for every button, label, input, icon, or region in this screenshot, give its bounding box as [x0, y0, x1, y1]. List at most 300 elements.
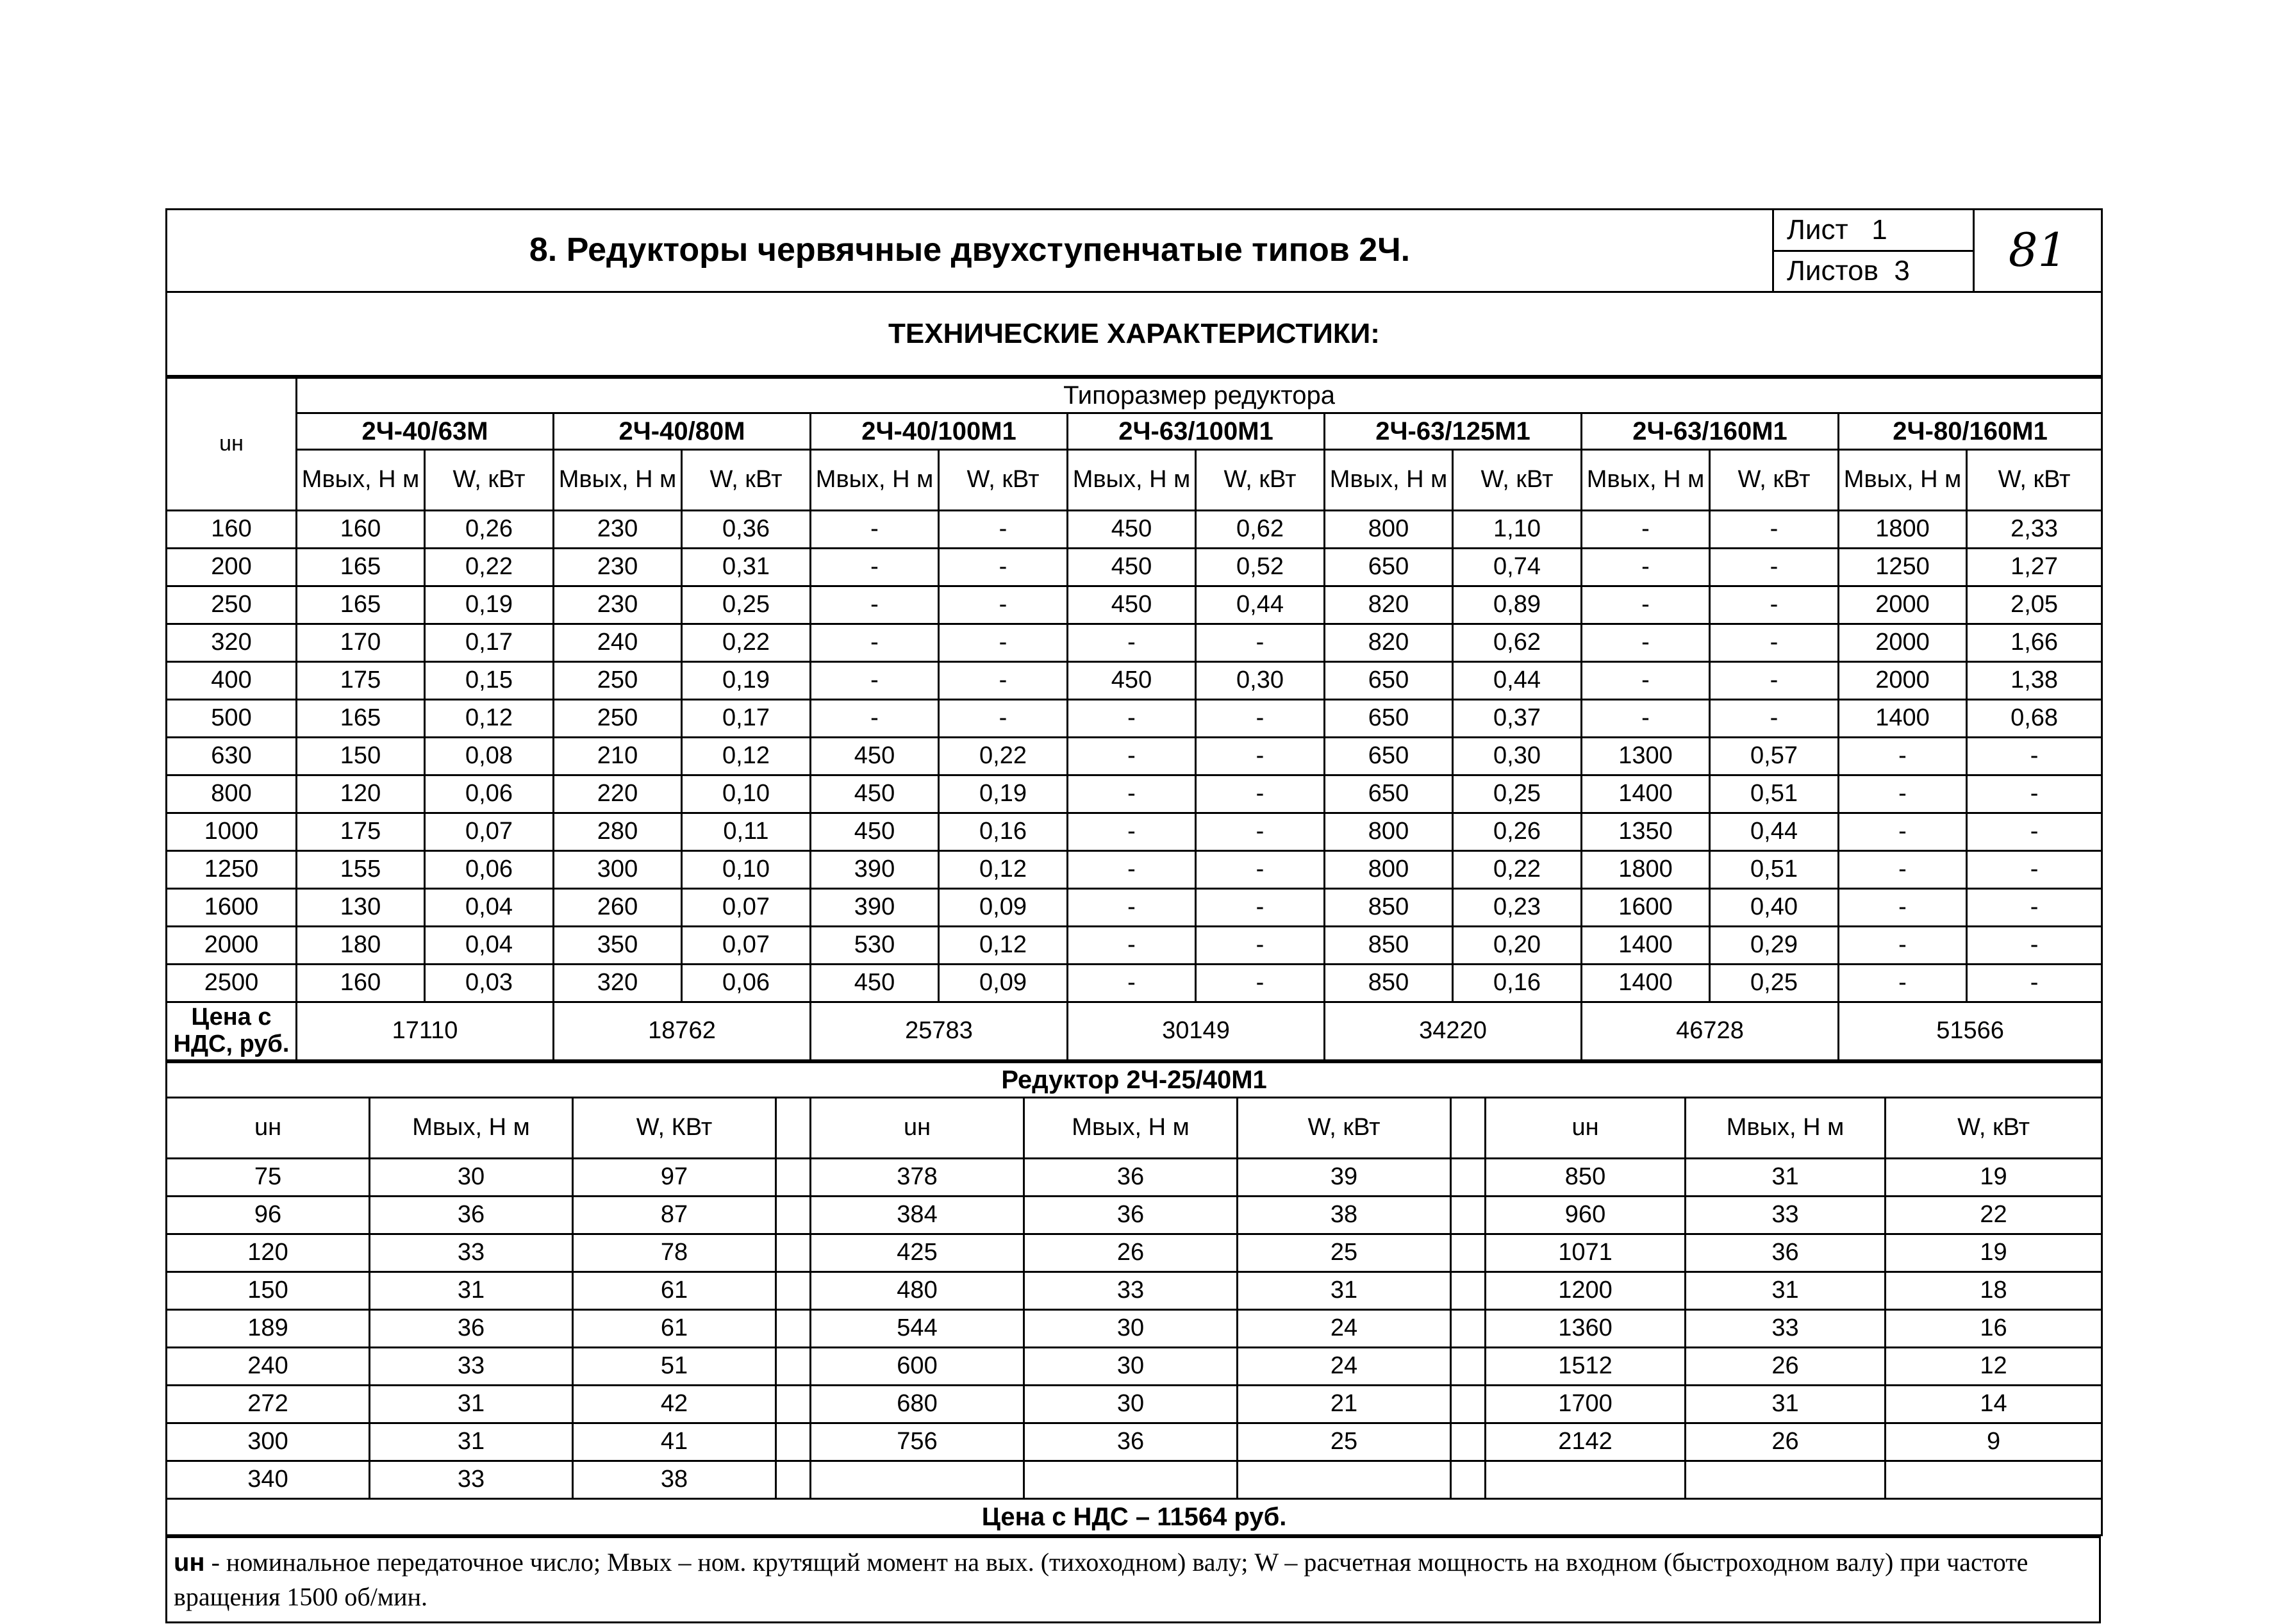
gap-cell	[776, 1461, 811, 1499]
ratio-cell: 320	[167, 624, 297, 662]
value-cell: 30	[1024, 1310, 1238, 1348]
value-cell: 0,12	[682, 738, 811, 775]
price-cell: 34220	[1325, 1002, 1582, 1061]
value-cell: 0,30	[1196, 662, 1325, 700]
value-cell: 0,06	[682, 965, 811, 1002]
value-cell: 41	[573, 1423, 776, 1461]
value-cell: 26	[1686, 1348, 1886, 1386]
value-cell: 240	[554, 624, 682, 662]
value-cell: 450	[1068, 662, 1196, 700]
gap-cell	[1451, 1386, 1486, 1423]
value-cell: 0,51	[1710, 775, 1839, 813]
value-cell: 175	[297, 813, 425, 851]
value-cell: -	[1196, 700, 1325, 738]
table-row	[167, 738, 2102, 775]
value-cell: 26	[1686, 1423, 1886, 1461]
footnote	[167, 1537, 2100, 1623]
value-cell	[1886, 1461, 2102, 1499]
value-cell: 9	[1886, 1423, 2102, 1461]
table-row	[167, 700, 2102, 738]
moment-header: Mвых, Н м	[1686, 1098, 1886, 1159]
sheet-cell	[1773, 210, 1974, 251]
value-cell: -	[1196, 851, 1325, 889]
value-cell: 0,51	[1710, 851, 1839, 889]
value-cell: -	[1196, 965, 1325, 1002]
gap-cell	[1451, 1423, 1486, 1461]
value-cell: 2000	[1839, 662, 1967, 700]
value-cell	[1486, 1461, 1686, 1499]
gap-cell	[776, 1234, 811, 1272]
value-cell: 300	[554, 851, 682, 889]
value-cell: 210	[554, 738, 682, 775]
value-cell	[1238, 1461, 1451, 1499]
value-cell: 0,52	[1196, 549, 1325, 586]
value-cell: 2,05	[1967, 586, 2102, 624]
ratio-cell: 1600	[167, 889, 297, 927]
value-cell: 800	[1325, 851, 1453, 889]
value-cell: -	[811, 700, 939, 738]
value-cell: 1512	[1486, 1348, 1686, 1386]
value-cell: 24	[1238, 1310, 1451, 1348]
table-row	[167, 1272, 2102, 1310]
power-header: W, КВт	[573, 1098, 776, 1159]
value-cell: 850	[1325, 965, 1453, 1002]
value-cell: -	[1967, 775, 2102, 813]
value-cell: -	[1967, 965, 2102, 1002]
value-cell: 0,10	[682, 851, 811, 889]
value-cell: 30	[1024, 1348, 1238, 1386]
value-cell: 0,12	[939, 927, 1068, 965]
value-cell: 850	[1325, 889, 1453, 927]
specs-table	[165, 377, 2103, 1061]
value-cell: 260	[554, 889, 682, 927]
note-text: - номинальное передаточное число; Mвых – ном. крутящий момент на вых. (тихоходном) валу; W – расчетная мощность на входном (быстроходном валу) при частоте вращения 1500 об/мин.	[174, 1548, 2028, 1611]
value-cell: 650	[1325, 775, 1453, 813]
model-header: 2Ч-40/63М	[297, 413, 554, 450]
value-cell: 0,12	[939, 851, 1068, 889]
value-cell: -	[1839, 738, 1967, 775]
value-cell: -	[939, 700, 1068, 738]
value-cell: -	[1068, 965, 1196, 1002]
value-cell: 340	[167, 1461, 370, 1499]
table-row	[167, 1461, 2102, 1499]
gap-cell	[1451, 1310, 1486, 1348]
un-header: uн	[167, 378, 297, 511]
value-cell: 165	[297, 700, 425, 738]
gap-cell	[776, 1423, 811, 1461]
value-cell: 0,74	[1453, 549, 1582, 586]
value-cell: 160	[297, 511, 425, 549]
value-cell: -	[939, 549, 1068, 586]
price-label-line2: НДС, руб.	[173, 1031, 290, 1057]
gap-cell	[776, 1386, 811, 1423]
value-cell: 31	[1686, 1159, 1886, 1197]
value-cell: -	[1196, 889, 1325, 927]
value-cell: 78	[573, 1234, 776, 1272]
ratio-cell: 500	[167, 700, 297, 738]
value-cell: 24	[1238, 1348, 1451, 1386]
value-cell: 0,31	[682, 549, 811, 586]
value-cell: -	[1967, 889, 2102, 927]
table-row	[167, 1386, 2102, 1423]
value-cell: 960	[1486, 1197, 1686, 1234]
sheets-cell	[1773, 251, 1974, 292]
value-cell: 820	[1325, 624, 1453, 662]
value-cell: 33	[370, 1348, 573, 1386]
table-row	[167, 511, 2102, 549]
typo-header: Типоразмер редуктора	[297, 378, 2102, 413]
value-cell: 480	[811, 1272, 1024, 1310]
value-cell: 180	[297, 927, 425, 965]
table-row	[167, 586, 2102, 624]
value-cell: 21	[1238, 1386, 1451, 1423]
value-cell: 1400	[1582, 927, 1710, 965]
value-cell: 30	[370, 1159, 573, 1197]
gap-cell	[776, 1272, 811, 1310]
price-cell: 51566	[1839, 1002, 2102, 1061]
value-cell: 1400	[1839, 700, 1967, 738]
value-cell: 230	[554, 586, 682, 624]
value-cell: 240	[167, 1348, 370, 1386]
value-cell: 165	[297, 586, 425, 624]
value-cell: 800	[1325, 511, 1453, 549]
gap-cell	[776, 1197, 811, 1234]
value-cell: 175	[297, 662, 425, 700]
ratio-cell: 1250	[167, 851, 297, 889]
value-cell: -	[1710, 662, 1839, 700]
value-cell: 0,89	[1453, 586, 1582, 624]
value-cell: -	[1196, 927, 1325, 965]
value-cell: 36	[1686, 1234, 1886, 1272]
value-cell: 30	[1024, 1386, 1238, 1423]
table-row	[167, 1348, 2102, 1386]
table-row	[167, 775, 2102, 813]
value-cell: 36	[1024, 1159, 1238, 1197]
value-cell: -	[1582, 511, 1710, 549]
sheet-value: 1	[1871, 213, 1887, 245]
value-cell: -	[1839, 775, 1967, 813]
value-cell: 0,62	[1196, 511, 1325, 549]
power-header: W, кВт	[425, 450, 554, 511]
table-row	[167, 1234, 2102, 1272]
value-cell: 350	[554, 927, 682, 965]
value-cell: 425	[811, 1234, 1024, 1272]
value-cell: -	[1967, 851, 2102, 889]
value-cell: 450	[811, 965, 939, 1002]
value-cell: 650	[1325, 738, 1453, 775]
value-cell: 31	[370, 1423, 573, 1461]
value-cell: 250	[554, 700, 682, 738]
value-cell: 0,09	[939, 889, 1068, 927]
table-row	[167, 624, 2102, 662]
value-cell: 165	[297, 549, 425, 586]
value-cell: 0,17	[425, 624, 554, 662]
power-header: W, кВт	[939, 450, 1068, 511]
moment-header: Mвых, Н м	[811, 450, 939, 511]
value-cell: 150	[297, 738, 425, 775]
value-cell: 0,09	[939, 965, 1068, 1002]
power-header: W, кВт	[1967, 450, 2102, 511]
moment-header: Mвых, Н м	[1068, 450, 1196, 511]
value-cell: 189	[167, 1310, 370, 1348]
value-cell: 850	[1325, 927, 1453, 965]
value-cell: -	[1196, 624, 1325, 662]
value-cell: 75	[167, 1159, 370, 1197]
value-cell: 160	[297, 965, 425, 1002]
value-cell: -	[1582, 662, 1710, 700]
value-cell: -	[1582, 586, 1710, 624]
reducer-25-40-table	[165, 1061, 2103, 1536]
value-cell: -	[811, 549, 939, 586]
table-row	[167, 1159, 2102, 1197]
value-cell: 150	[167, 1272, 370, 1310]
power-header: W, кВт	[682, 450, 811, 511]
value-cell: 87	[573, 1197, 776, 1234]
page-title: 8. Редукторы червячные двухступенчатые типов 2Ч.	[167, 210, 1773, 292]
value-cell: 0,57	[1710, 738, 1839, 775]
tech-title: ТЕХНИЧЕСКИЕ ХАРАКТЕРИСТИКИ:	[167, 292, 2102, 376]
value-cell: -	[1967, 927, 2102, 965]
value-cell: -	[1068, 738, 1196, 775]
value-cell: 450	[1068, 549, 1196, 586]
value-cell: 0,07	[425, 813, 554, 851]
value-cell: 1350	[1582, 813, 1710, 851]
gap-cell	[1451, 1234, 1486, 1272]
value-cell: -	[1710, 511, 1839, 549]
value-cell: 130	[297, 889, 425, 927]
price-cell: 18762	[554, 1002, 811, 1061]
value-cell: 38	[573, 1461, 776, 1499]
model-header: 2Ч-40/80М	[554, 413, 811, 450]
value-cell: 0,22	[425, 549, 554, 586]
value-cell: -	[1839, 889, 1967, 927]
gap-cell	[1451, 1461, 1486, 1499]
table-row	[167, 1197, 2102, 1234]
value-cell: 300	[167, 1423, 370, 1461]
value-cell: -	[1839, 927, 1967, 965]
value-cell: 0,40	[1710, 889, 1839, 927]
value-cell: 61	[573, 1272, 776, 1310]
value-cell: 120	[297, 775, 425, 813]
value-cell: 2000	[1839, 624, 1967, 662]
value-cell: 120	[167, 1234, 370, 1272]
value-cell: -	[1967, 738, 2102, 775]
value-cell: 378	[811, 1159, 1024, 1197]
model-header: 2Ч-63/100М1	[1068, 413, 1325, 450]
value-cell: 756	[811, 1423, 1024, 1461]
value-cell: -	[1582, 624, 1710, 662]
value-cell: 600	[811, 1348, 1024, 1386]
value-cell: 650	[1325, 549, 1453, 586]
page-number: 81	[1974, 210, 2102, 292]
moment-header: Mвых, Н м	[1024, 1098, 1238, 1159]
value-cell: 650	[1325, 700, 1453, 738]
model-header: 2Ч-63/160М1	[1582, 413, 1839, 450]
power-header: W, кВт	[1196, 450, 1325, 511]
value-cell: -	[1068, 851, 1196, 889]
value-cell: 31	[370, 1386, 573, 1423]
note-table	[165, 1536, 2101, 1623]
value-cell: 530	[811, 927, 939, 965]
value-cell: 230	[554, 549, 682, 586]
value-cell: -	[1839, 851, 1967, 889]
power-header: W, кВт	[1710, 450, 1839, 511]
value-cell: -	[1068, 889, 1196, 927]
value-cell: 1250	[1839, 549, 1967, 586]
value-cell: 1400	[1582, 965, 1710, 1002]
price-cell: 17110	[297, 1002, 554, 1061]
value-cell: 0,06	[425, 775, 554, 813]
ratio-cell: 630	[167, 738, 297, 775]
value-cell: -	[1196, 775, 1325, 813]
value-cell: 1300	[1582, 738, 1710, 775]
sheets-value: 3	[1894, 255, 1910, 287]
value-cell: 1,66	[1967, 624, 2102, 662]
value-cell: -	[1068, 700, 1196, 738]
value-cell: -	[939, 662, 1068, 700]
value-cell: 18	[1886, 1272, 2102, 1310]
section-price: Цена с НДС – 11564 руб.	[167, 1499, 2102, 1536]
value-cell: -	[1839, 965, 1967, 1002]
value-cell: -	[1068, 927, 1196, 965]
table-row	[167, 1310, 2102, 1348]
gap-cell	[1451, 1348, 1486, 1386]
gap-cell	[776, 1310, 811, 1348]
value-cell: 36	[370, 1197, 573, 1234]
un-header: uн	[1486, 1098, 1686, 1159]
table-row	[167, 927, 2102, 965]
table-row	[167, 851, 2102, 889]
value-cell: 1360	[1486, 1310, 1686, 1348]
moment-header: Mвых, Н м	[1839, 450, 1967, 511]
value-cell: 25	[1238, 1234, 1451, 1272]
value-cell: 0,04	[425, 927, 554, 965]
value-cell: 1,10	[1453, 511, 1582, 549]
price-cell: 25783	[811, 1002, 1068, 1061]
table-row	[167, 662, 2102, 700]
sheets-label: Листов	[1787, 255, 1878, 287]
value-cell: 0,19	[682, 662, 811, 700]
value-cell: 155	[297, 851, 425, 889]
value-cell: 0,07	[682, 927, 811, 965]
value-cell: 0,03	[425, 965, 554, 1002]
value-cell: 33	[370, 1234, 573, 1272]
value-cell: 2000	[1839, 586, 1967, 624]
ratio-cell: 2500	[167, 965, 297, 1002]
value-cell: 0,16	[939, 813, 1068, 851]
value-cell: 0,15	[425, 662, 554, 700]
value-cell: 0,68	[1967, 700, 2102, 738]
value-cell: 2142	[1486, 1423, 1686, 1461]
value-cell: 0,22	[1453, 851, 1582, 889]
value-cell: 0,08	[425, 738, 554, 775]
value-cell: 33	[1686, 1310, 1886, 1348]
ratio-cell: 200	[167, 549, 297, 586]
value-cell: 26	[1024, 1234, 1238, 1272]
value-cell: 390	[811, 889, 939, 927]
value-cell: 1600	[1582, 889, 1710, 927]
value-cell: 16	[1886, 1310, 2102, 1348]
value-cell	[1024, 1461, 1238, 1499]
moment-header: Mвых, Н м	[1325, 450, 1453, 511]
value-cell	[1686, 1461, 1886, 1499]
value-cell: 0,20	[1453, 927, 1582, 965]
value-cell: 96	[167, 1197, 370, 1234]
value-cell: 38	[1238, 1197, 1451, 1234]
value-cell: 1200	[1486, 1272, 1686, 1310]
value-cell: 680	[811, 1386, 1024, 1423]
gap-cell	[776, 1348, 811, 1386]
value-cell: 0,29	[1710, 927, 1839, 965]
value-cell: 390	[811, 851, 939, 889]
un-header: uн	[811, 1098, 1024, 1159]
gap-cell	[776, 1098, 811, 1159]
value-cell: 0,04	[425, 889, 554, 927]
value-cell: 31	[1686, 1386, 1886, 1423]
value-cell: 31	[370, 1272, 573, 1310]
ratio-cell: 800	[167, 775, 297, 813]
value-cell: 12	[1886, 1348, 2102, 1386]
ratio-cell: 400	[167, 662, 297, 700]
value-cell: 97	[573, 1159, 776, 1197]
value-cell: -	[1196, 813, 1325, 851]
value-cell: 31	[1238, 1272, 1451, 1310]
value-cell: -	[1068, 813, 1196, 851]
moment-header: Mвых, Н м	[1582, 450, 1710, 511]
moment-header: Mвых, Н м	[554, 450, 682, 511]
value-cell: 0,37	[1453, 700, 1582, 738]
value-cell: -	[1582, 700, 1710, 738]
value-cell: 0,10	[682, 775, 811, 813]
value-cell: 0,25	[1710, 965, 1839, 1002]
value-cell: 384	[811, 1197, 1024, 1234]
value-cell: 0,44	[1710, 813, 1839, 851]
value-cell: 36	[1024, 1197, 1238, 1234]
value-cell: 230	[554, 511, 682, 549]
value-cell: -	[1710, 586, 1839, 624]
value-cell: 36	[370, 1310, 573, 1348]
value-cell: 19	[1886, 1159, 2102, 1197]
value-cell: 14	[1886, 1386, 2102, 1423]
gap-cell	[1451, 1197, 1486, 1234]
value-cell: 450	[811, 738, 939, 775]
value-cell: 0,22	[682, 624, 811, 662]
value-cell: 0,30	[1453, 738, 1582, 775]
note-symbol: uн	[174, 1548, 205, 1577]
value-cell: 0,25	[1453, 775, 1582, 813]
section-title: Редуктор 2Ч-25/40М1	[167, 1063, 2102, 1098]
ratio-cell: 2000	[167, 927, 297, 965]
value-cell: 36	[1024, 1423, 1238, 1461]
value-cell: 0,07	[682, 889, 811, 927]
gap-cell	[1451, 1159, 1486, 1197]
value-cell: 544	[811, 1310, 1024, 1348]
value-cell: -	[939, 511, 1068, 549]
value-cell: 19	[1886, 1234, 2102, 1272]
gap-cell	[776, 1159, 811, 1197]
value-cell: 0,19	[425, 586, 554, 624]
value-cell: 1400	[1582, 775, 1710, 813]
value-cell: 51	[573, 1348, 776, 1386]
value-cell: 170	[297, 624, 425, 662]
value-cell: -	[1839, 813, 1967, 851]
value-cell: -	[1710, 549, 1839, 586]
value-cell: 280	[554, 813, 682, 851]
table-row	[167, 965, 2102, 1002]
model-header: 2Ч-40/100М1	[811, 413, 1068, 450]
value-cell: 1700	[1486, 1386, 1686, 1423]
value-cell: 800	[1325, 813, 1453, 851]
